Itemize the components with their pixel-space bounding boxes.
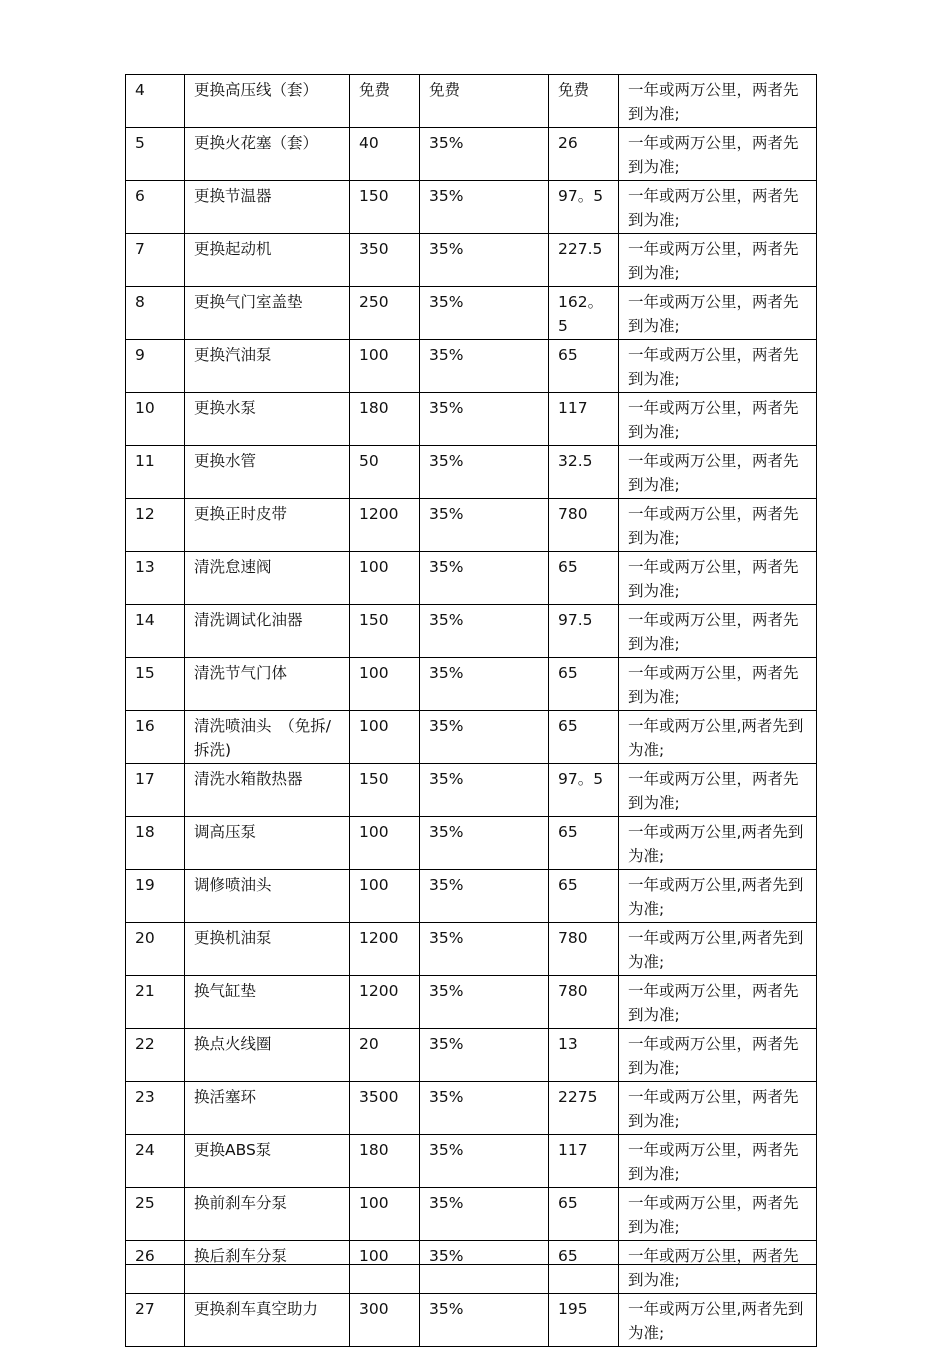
service-item: 更换ABS泵 — [185, 1135, 350, 1188]
list-price: 100 — [350, 1241, 420, 1294]
discount-rate: 35% — [420, 287, 549, 340]
discount-rate: 35% — [420, 1135, 549, 1188]
list-price: 180 — [350, 393, 420, 446]
final-price: 65 — [549, 870, 619, 923]
row-number: 24 — [126, 1135, 185, 1188]
table-row — [126, 1188, 817, 1241]
row-number: 16 — [126, 711, 185, 764]
discount-rate: 35% — [420, 605, 549, 658]
row-number: 6 — [126, 181, 185, 234]
table-row — [126, 817, 817, 870]
row-number: 12 — [126, 499, 185, 552]
warranty-terms: 一年或两万公里,两者先到为准; — [619, 1294, 817, 1347]
discount-rate: 35% — [420, 499, 549, 552]
discount-rate: 35% — [420, 446, 549, 499]
service-item: 换后刹车分泵 — [185, 1241, 350, 1294]
discount-rate: 35% — [420, 340, 549, 393]
row-number: 17 — [126, 764, 185, 817]
warranty-terms: 一年或两万公里，两者先到为准; — [619, 393, 817, 446]
discount-rate: 35% — [420, 181, 549, 234]
warranty-terms: 一年或两万公里，两者先到为准; — [619, 1241, 817, 1294]
warranty-terms: 一年或两万公里，两者先到为准; — [619, 499, 817, 552]
table-body — [126, 75, 817, 1347]
final-price: 97.5 — [549, 605, 619, 658]
final-price: 65 — [549, 658, 619, 711]
table-row — [126, 499, 817, 552]
table-row — [126, 1241, 817, 1294]
row-number: 18 — [126, 817, 185, 870]
discount-rate: 35% — [420, 764, 549, 817]
service-item: 调修喷油头 — [185, 870, 350, 923]
final-price: 117 — [549, 1135, 619, 1188]
final-price: 227.5 — [549, 234, 619, 287]
table-row — [126, 764, 817, 817]
service-item: 更换高压线（套） — [185, 75, 350, 128]
row-number: 8 — [126, 287, 185, 340]
list-price: 100 — [350, 552, 420, 605]
service-item: 换点火线圈 — [185, 1029, 350, 1082]
list-price: 350 — [350, 234, 420, 287]
list-price: 150 — [350, 605, 420, 658]
discount-rate: 35% — [420, 393, 549, 446]
discount-rate: 35% — [420, 923, 549, 976]
warranty-terms: 一年或两万公里，两者先到为准; — [619, 1029, 817, 1082]
list-price: 180 — [350, 1135, 420, 1188]
table-row — [126, 658, 817, 711]
warranty-terms: 一年或两万公里，两者先到为准; — [619, 764, 817, 817]
warranty-terms: 一年或两万公里，两者先到为准; — [619, 976, 817, 1029]
service-item: 更换水泵 — [185, 393, 350, 446]
list-price: 150 — [350, 181, 420, 234]
service-item: 更换正时皮带 — [185, 499, 350, 552]
final-price: 780 — [549, 976, 619, 1029]
warranty-terms: 一年或两万公里，两者先到为准; — [619, 605, 817, 658]
service-item: 换气缸垫 — [185, 976, 350, 1029]
warranty-terms: 一年或两万公里，两者先到为准; — [619, 181, 817, 234]
row-number: 10 — [126, 393, 185, 446]
discount-rate: 35% — [420, 1082, 549, 1135]
warranty-terms: 一年或两万公里，两者先到为准; — [619, 1082, 817, 1135]
table-row — [126, 393, 817, 446]
service-item: 更换气门室盖垫 — [185, 287, 350, 340]
list-price: 100 — [350, 817, 420, 870]
row-number: 15 — [126, 658, 185, 711]
service-item: 清洗喷油头 （免拆/拆洗) — [185, 711, 350, 764]
final-price: 65 — [549, 340, 619, 393]
final-price: 13 — [549, 1029, 619, 1082]
table-row — [126, 1082, 817, 1135]
price-table-container — [125, 74, 816, 1342]
table-row — [126, 923, 817, 976]
list-price: 50 — [350, 446, 420, 499]
warranty-terms: 一年或两万公里，两者先到为准; — [619, 128, 817, 181]
table-row — [126, 128, 817, 181]
row-number: 21 — [126, 976, 185, 1029]
discount-rate: 免费 — [420, 75, 549, 128]
final-price: 65 — [549, 1241, 619, 1294]
row-number: 7 — [126, 234, 185, 287]
warranty-terms: 一年或两万公里,两者先到为准; — [619, 870, 817, 923]
warranty-terms: 一年或两万公里,两者先到为准; — [619, 817, 817, 870]
warranty-terms: 一年或两万公里，两者先到为准; — [619, 340, 817, 393]
row-number: 5 — [126, 128, 185, 181]
service-item: 更换机油泵 — [185, 923, 350, 976]
final-price: 780 — [549, 499, 619, 552]
final-price: 65 — [549, 817, 619, 870]
discount-rate: 35% — [420, 1294, 549, 1347]
service-item: 换活塞环 — [185, 1082, 350, 1135]
service-item: 更换刹车真空助力 — [185, 1294, 350, 1347]
discount-rate: 35% — [420, 1029, 549, 1082]
list-price: 100 — [350, 658, 420, 711]
table-row — [126, 870, 817, 923]
warranty-terms: 一年或两万公里，两者先到为准; — [619, 234, 817, 287]
warranty-terms: 一年或两万公里，两者先到为准; — [619, 287, 817, 340]
discount-rate: 35% — [420, 234, 549, 287]
discount-rate: 35% — [420, 552, 549, 605]
service-item: 更换起动机 — [185, 234, 350, 287]
row-number: 4 — [126, 75, 185, 128]
warranty-terms: 一年或两万公里，两者先到为准; — [619, 658, 817, 711]
table-row — [126, 287, 817, 340]
discount-rate: 35% — [420, 711, 549, 764]
final-price: 2275 — [549, 1082, 619, 1135]
warranty-terms: 一年或两万公里，两者先到为准; — [619, 1188, 817, 1241]
final-price: 65 — [549, 711, 619, 764]
final-price: 97。5 — [549, 764, 619, 817]
list-price: 1200 — [350, 499, 420, 552]
service-item: 清洗水箱散热器 — [185, 764, 350, 817]
service-item: 更换节温器 — [185, 181, 350, 234]
row-number: 26 — [126, 1241, 185, 1294]
final-price: 65 — [549, 1188, 619, 1241]
service-item: 清洗节气门体 — [185, 658, 350, 711]
row-number: 13 — [126, 552, 185, 605]
list-price: 1200 — [350, 923, 420, 976]
discount-rate: 35% — [420, 976, 549, 1029]
list-price: 3500 — [350, 1082, 420, 1135]
final-price: 195 — [549, 1294, 619, 1347]
warranty-terms: 一年或两万公里，两者先到为准; — [619, 1135, 817, 1188]
list-price: 100 — [350, 870, 420, 923]
table-row — [126, 446, 817, 499]
list-price: 100 — [350, 1188, 420, 1241]
list-price: 300 — [350, 1294, 420, 1347]
service-item: 换前刹车分泵 — [185, 1188, 350, 1241]
table-row — [126, 234, 817, 287]
row-number: 23 — [126, 1082, 185, 1135]
list-price: 100 — [350, 711, 420, 764]
row-number: 11 — [126, 446, 185, 499]
service-item: 清洗怠速阀 — [185, 552, 350, 605]
table-row — [126, 1135, 817, 1188]
list-price: 150 — [350, 764, 420, 817]
table-row — [126, 75, 817, 128]
warranty-terms: 一年或两万公里，两者先到为准; — [619, 75, 817, 128]
row-number: 22 — [126, 1029, 185, 1082]
repair-price-table — [125, 74, 817, 1347]
final-price: 26 — [549, 128, 619, 181]
table-row — [126, 340, 817, 393]
service-item: 更换火花塞（套） — [185, 128, 350, 181]
warranty-terms: 一年或两万公里，两者先到为准; — [619, 446, 817, 499]
discount-rate: 35% — [420, 658, 549, 711]
final-price: 117 — [549, 393, 619, 446]
table-row — [126, 552, 817, 605]
table-row — [126, 1029, 817, 1082]
list-price: 免费 — [350, 75, 420, 128]
service-item: 更换汽油泵 — [185, 340, 350, 393]
discount-rate: 35% — [420, 870, 549, 923]
table-row — [126, 976, 817, 1029]
final-price: 免费 — [549, 75, 619, 128]
warranty-terms: 一年或两万公里，两者先到为准; — [619, 552, 817, 605]
list-price: 250 — [350, 287, 420, 340]
final-price: 780 — [549, 923, 619, 976]
row-number: 27 — [126, 1294, 185, 1347]
list-price: 1200 — [350, 976, 420, 1029]
table-row — [126, 605, 817, 658]
row-number: 9 — [126, 340, 185, 393]
discount-rate: 35% — [420, 1188, 549, 1241]
service-item: 清洗调试化油器 — [185, 605, 350, 658]
service-item: 更换水管 — [185, 446, 350, 499]
final-price: 32.5 — [549, 446, 619, 499]
list-price: 20 — [350, 1029, 420, 1082]
final-price: 65 — [549, 552, 619, 605]
service-item: 调高压泵 — [185, 817, 350, 870]
row-number: 19 — [126, 870, 185, 923]
table-row — [126, 1294, 817, 1347]
row-number: 25 — [126, 1188, 185, 1241]
final-price: 162。5 — [549, 287, 619, 340]
warranty-terms: 一年或两万公里,两者先到为准; — [619, 711, 817, 764]
final-price: 97。5 — [549, 181, 619, 234]
discount-rate: 35% — [420, 817, 549, 870]
discount-rate: 35% — [420, 128, 549, 181]
row-number: 20 — [126, 923, 185, 976]
table-row — [126, 711, 817, 764]
warranty-terms: 一年或两万公里,两者先到为准; — [619, 923, 817, 976]
discount-rate: 35% — [420, 1241, 549, 1294]
list-price: 40 — [350, 128, 420, 181]
list-price: 100 — [350, 340, 420, 393]
table-row — [126, 181, 817, 234]
row-number: 14 — [126, 605, 185, 658]
